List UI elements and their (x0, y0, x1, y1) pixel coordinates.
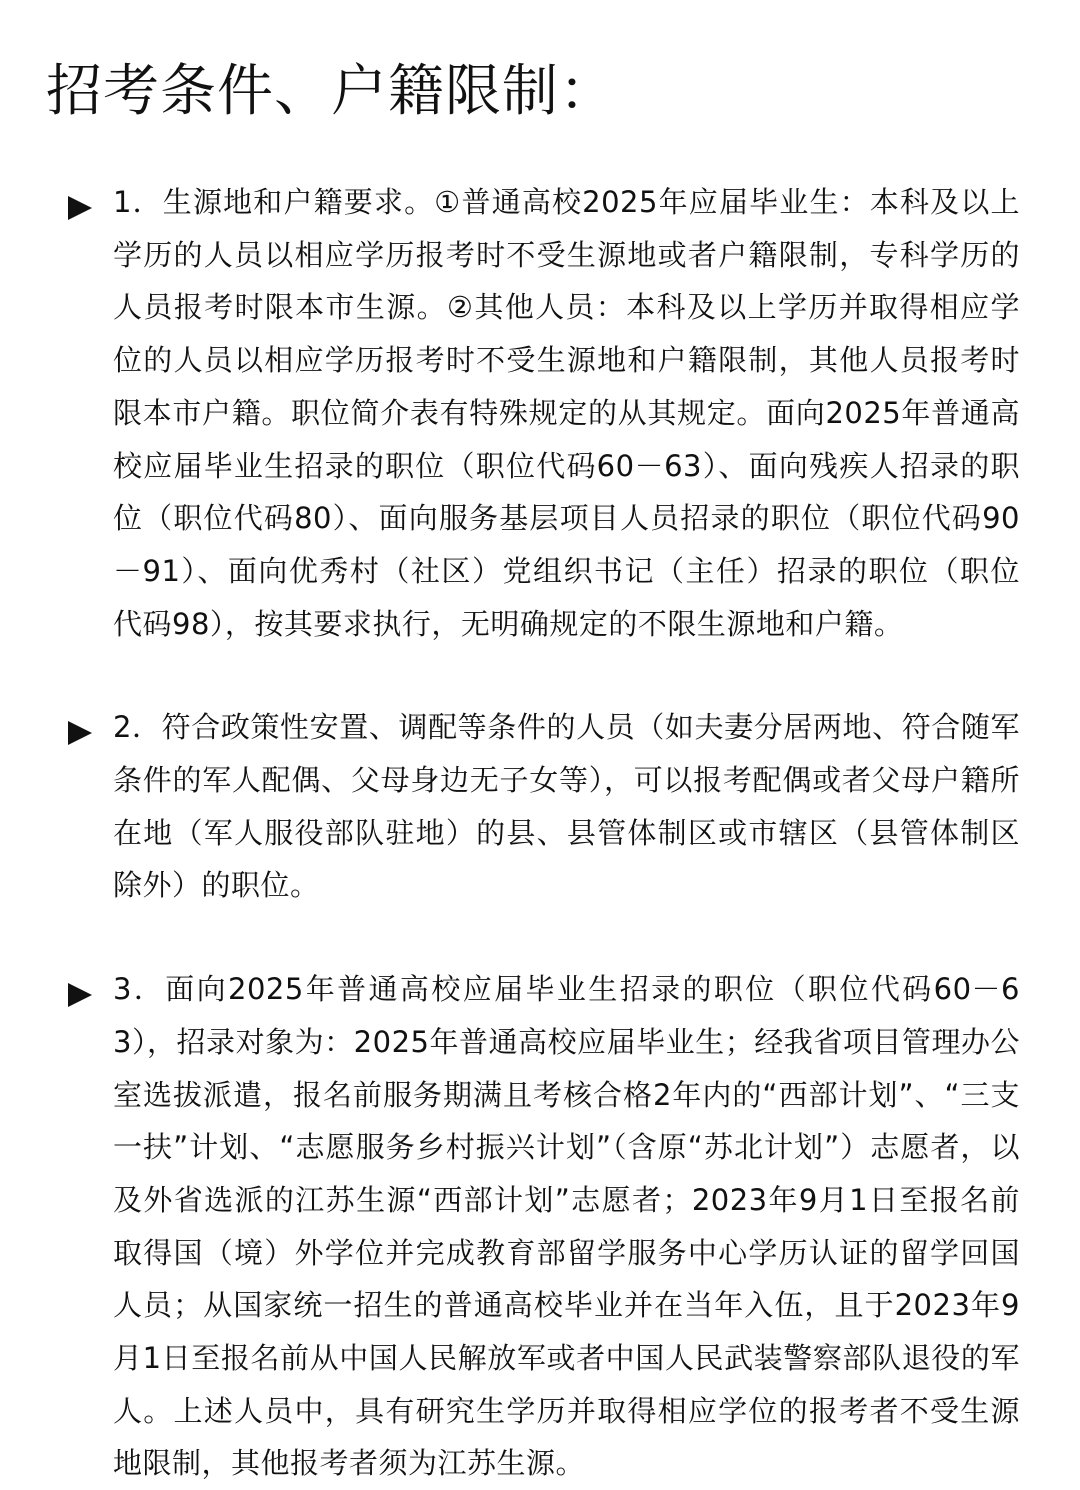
list-item (46, 176, 1020, 650)
list-item (46, 701, 1020, 912)
list-item (46, 963, 1020, 1490)
arrow-bullet-icon (68, 983, 92, 1007)
list-item-text: 3．面向2025年普通高校应届毕业生招录的职位（职位代码60－63），招录对象为：2025年普通高校应届毕业生；经我省项目管理办公室选拔派遣，报名前服务期满且考核合格2年内的“西部计划”、“三支一扶”计划、“志愿服务乡村振兴计划”（含原“苏北计划”）志愿者，以及外省选派的江苏生源“西部计划”志愿者；2023年9月1日至报名前取得国（境）外学位并完成教育部留学服务中心学历认证的留学回国人员；从国家统一招生的普通高校毕业并在当年入伍，且于2023年9月1日至报名前从中国人民解放军或者中国人民武装警察部队退役的军人。上述人员中，具有研究生学历并取得相应学位的报考者不受生源地限制，其他报考者须为江苏生源。 (113, 972, 1020, 1481)
arrow-bullet-icon (68, 721, 92, 745)
list-item-text: 1．生源地和户籍要求。①普通高校2025年应届毕业生：本科及以上学历的人员以相应学历报考时不受生源地或者户籍限制，专科学历的人员报考时限本市生源。②其他人员：本科及以上学历并取得相应学位的人员以相应学历报考时不受生源地和户籍限制，其他人员报考时限本市户籍。职位简介表有特殊规定的从其规定。面向2025年普通高校应届毕业生招录的职位（职位代码60－63）、面向残疾人招录的职位（职位代码80）、面向服务基层项目人员招录的职位（职位代码90－91）、面向优秀村（社区）党组织书记（主任）招录的职位（职位代码98），按其要求执行，无明确规定的不限生源地和户籍。 (113, 185, 1020, 641)
condition-list (46, 176, 1020, 1490)
page-title: 招考条件、户籍限制： (46, 59, 616, 124)
list-item-text: 2．符合政策性安置、调配等条件的人员（如夫妻分居两地、符合随军条件的军人配偶、父母身边无子女等），可以报考配偶或者父母户籍所在地（军人服役部队驻地）的县、县管体制区或市辖区（县管体制区除外）的职位。 (113, 710, 1020, 903)
arrow-bullet-icon (68, 196, 92, 220)
